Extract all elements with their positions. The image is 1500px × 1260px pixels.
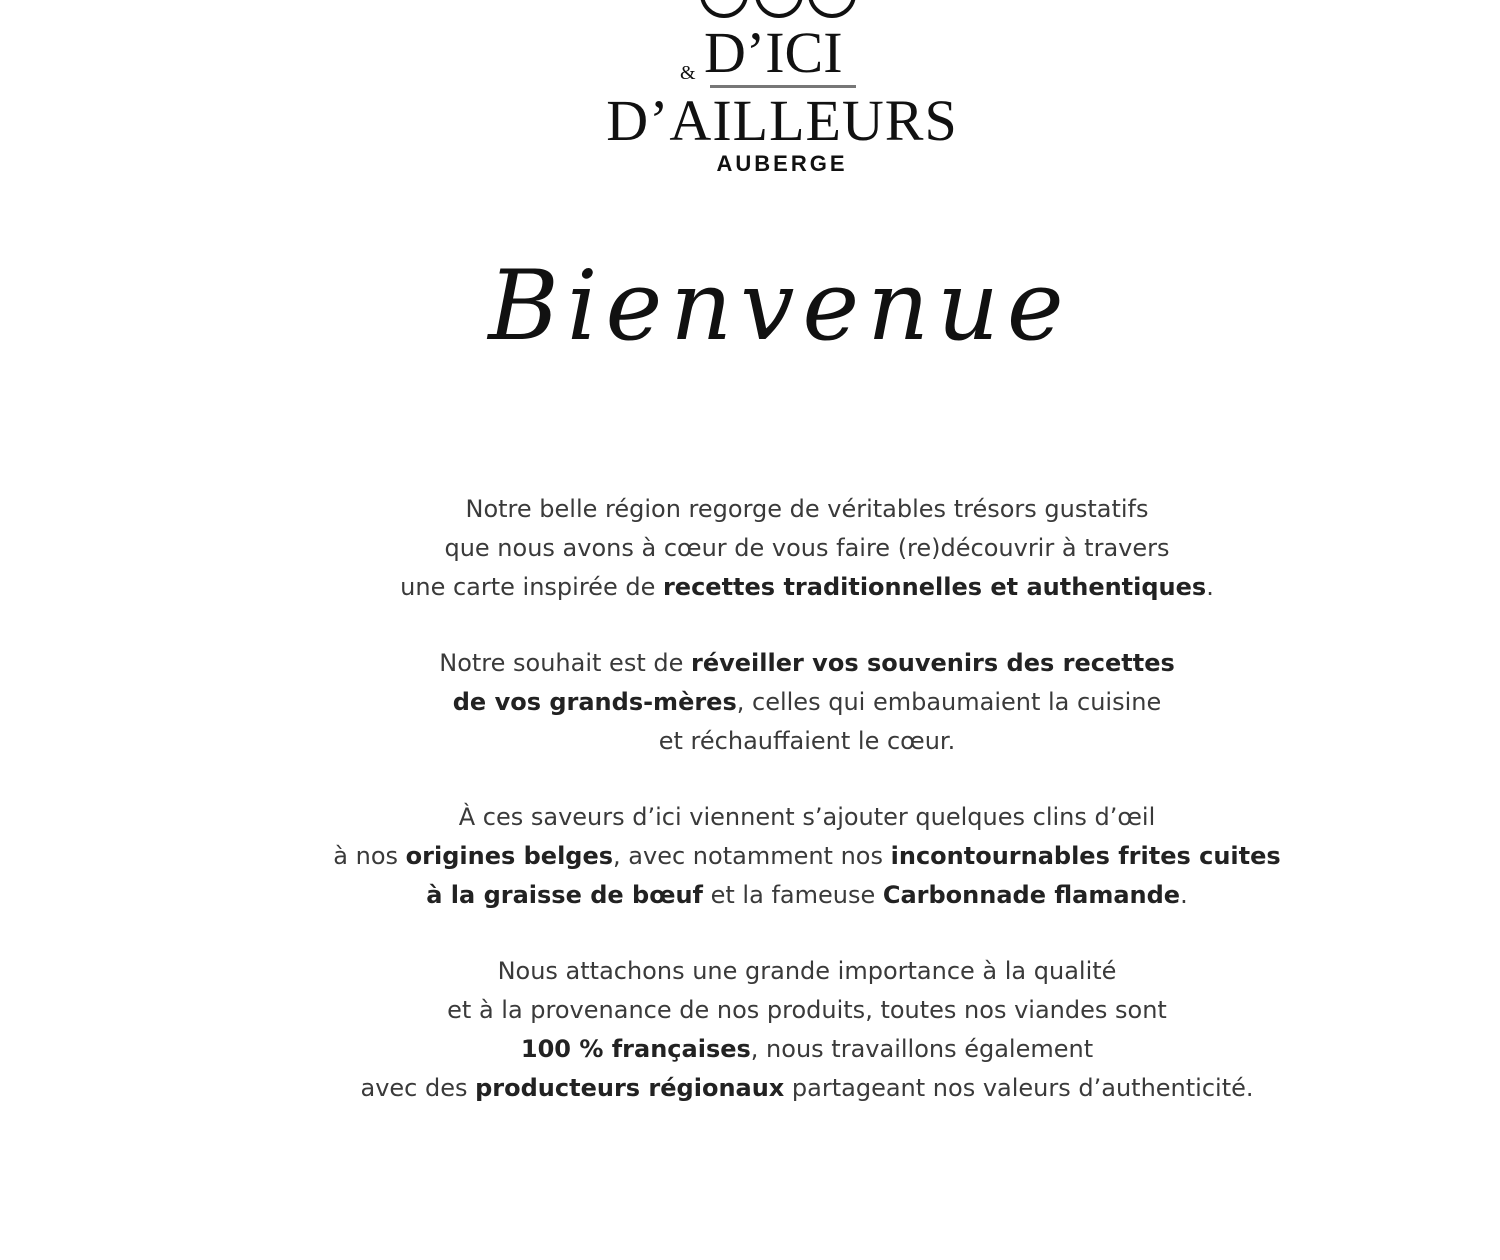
text: , nous travaillons également [750,1035,1094,1063]
text: et à la provenance de nos produits, toutes nos viandes sont [447,996,1167,1024]
text-line [0,490,1500,529]
text: , celles qui embaumaient la cuisine [736,688,1162,716]
bold-text: à la graisse de bœuf [426,881,703,909]
bold-text: de vos grands-mères [452,688,737,716]
logo-subtitle: AUBERGE [716,151,848,176]
text-line [0,952,1500,991]
logo-line1: D’ICI [704,20,843,85]
text: que nous avons à cœur de vous faire (re)découvrir à travers [444,534,1170,562]
text: partageant nos valeurs d’authenticité. [784,1074,1254,1102]
text: , avec notamment nos [613,842,891,870]
text: à nos [333,842,406,870]
text-line [0,837,1500,876]
text: avec des [360,1074,476,1102]
text: une carte inspirée de [400,573,663,601]
text-line [0,683,1500,722]
text-line [0,529,1500,568]
text-line [0,1030,1500,1069]
paragraph [0,644,1500,761]
text: . [1206,573,1214,601]
text-line [0,991,1500,1030]
circle-ornament-icon [755,0,803,18]
paragraph [0,490,1500,607]
text-line [0,798,1500,837]
bold-text: 100 % françaises [520,1035,751,1063]
bold-text: recettes traditionnelles et authentiques [662,573,1207,601]
text-line [0,568,1500,607]
text: À ces saveurs d’ici viennent s’ajouter quelques clins d’œil [458,803,1156,831]
paragraph [0,952,1500,1108]
text: et la fameuse [703,881,883,909]
text-line [0,644,1500,683]
paragraph [0,798,1500,915]
text-line [0,1069,1500,1108]
logo-ampersand: & [680,62,696,84]
bold-text: incontournables frites cuites [890,842,1281,870]
bold-text: réveiller vos souvenirs des recettes [691,649,1175,677]
text: Notre belle région regorge de véritables trésors gustatifs [465,495,1149,523]
circle-ornament-icon [700,0,748,18]
text: et réchauffaient le cœur. [658,727,956,755]
bold-text: Carbonnade flamande [882,881,1181,909]
welcome-title: Bienvenue [488,250,1072,362]
text-line [0,876,1500,915]
bold-text: producteurs régionaux [475,1074,785,1102]
welcome-text [0,490,1500,1145]
bold-text: origines belges [405,842,614,870]
text: Nous attachons une grande importance à la qualité [497,957,1117,985]
text: . [1180,881,1188,909]
circle-ornament-icon [808,0,856,18]
text: Notre souhait est de [439,649,691,677]
auberge-logo [0,0,1500,190]
text-line [0,722,1500,761]
logo-line2: D’AILLEURS [606,88,958,153]
